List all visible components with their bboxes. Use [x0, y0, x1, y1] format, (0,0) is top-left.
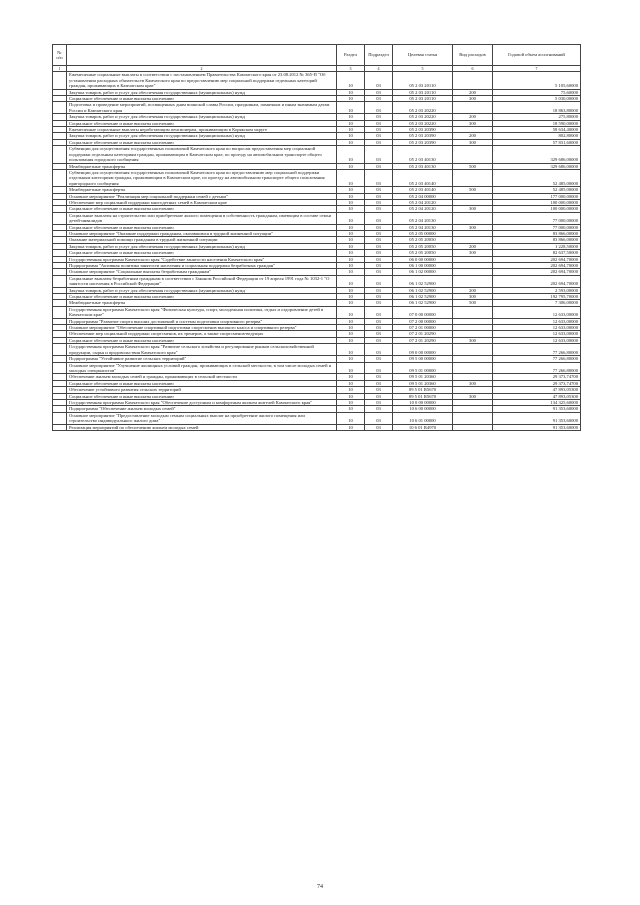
cell-number [53, 344, 67, 356]
cell-razdel: 10 [337, 356, 365, 362]
cell-razdel: 10 [337, 114, 365, 120]
cell-expense-type: 500 [453, 300, 493, 306]
cell-number [53, 424, 67, 430]
cell-allocation: 47 893,05300 [493, 393, 581, 399]
cell-expense-type [453, 212, 493, 224]
cell-allocation: 77 000,00000 [493, 212, 581, 224]
cell-name: Основное мероприятие "Оказание поддержки гражданам, оказавшимся в трудной жизненной ситуации" [67, 230, 337, 236]
cell-target-article: 09 0 00 00000 [393, 344, 453, 356]
cell-allocation: 2 593,00000 [493, 287, 581, 293]
cell-target-article: 09 5 01 R5670 [393, 387, 453, 393]
header-target-article: Целевая статья [393, 45, 453, 66]
cell-name: Государственная программа Камчатского края "Содействие занятости населения Камчатского края" [67, 256, 337, 262]
page-number: 74 [317, 884, 323, 890]
cell-expense-type: 300 [453, 96, 493, 102]
cell-podrazdel: 03 [365, 424, 393, 430]
cell-allocation: 177 000,00000 [493, 193, 581, 199]
cell-podrazdel: 03 [365, 318, 393, 324]
cell-podrazdel: 03 [365, 269, 393, 275]
cell-number [53, 306, 67, 318]
cell-allocation: 202 694,70000 [493, 275, 581, 287]
cell-name: Социальное обеспечение и иные выплаты населению [67, 337, 337, 343]
cell-target-article: 07 2 01 00000 [393, 325, 453, 331]
cell-allocation: 134 325,60000 [493, 399, 581, 405]
cell-podrazdel: 03 [365, 337, 393, 343]
table-row [53, 412, 581, 424]
cell-target-article: 09 5 00 00000 [393, 356, 453, 362]
cell-number [53, 362, 67, 374]
cell-podrazdel: 03 [365, 102, 393, 114]
cell-allocation: 77 266,80000 [493, 344, 581, 356]
cell-name: Ежемесячные социальные выплаты неработающим пенсионерам, проживающим в Корякском округе [67, 127, 337, 133]
cell-name: Субвенции для осуществления государственных полномочий Камчатского края по предоставлению мер социальной поддержки отдельным категориям граждан, проживающим в Камчатском крае, по проезду на автомобильном транспорте общего пользования пригородного сообщения [67, 169, 337, 186]
cell-razdel: 10 [337, 399, 365, 405]
cell-podrazdel: 03 [365, 146, 393, 163]
cell-razdel: 10 [337, 424, 365, 430]
cell-podrazdel: 03 [365, 412, 393, 424]
cell-target-article: 07 2 00 00000 [393, 318, 453, 324]
cell-allocation: 18 590,00000 [493, 120, 581, 126]
cell-target-article: 06 1 02 52900 [393, 300, 453, 306]
cell-razdel: 10 [337, 250, 365, 256]
cell-razdel: 10 [337, 212, 365, 224]
cell-expense-type [453, 412, 493, 424]
cell-name: Обеспечение мер социальной поддержки спортсменов, их тренеров, а также спортсменов-ведущих [67, 331, 337, 337]
cell-name: Закупка товаров, работ и услуг для обеспечения государственных (муниципальных) нужд [67, 133, 337, 139]
cell-expense-type: 200 [453, 287, 493, 293]
cell-podrazdel: 03 [365, 199, 393, 205]
cell-target-article: 05 2 03 20110 [393, 89, 453, 95]
cell-allocation: 91 353,60000 [493, 424, 581, 430]
cell-name: Социальные выплаты безработным гражданам в соответствии с Законом Российской Федерации от 19 апреля 1991 года № 1032-1 "О занятости населения в Российской Федерации" [67, 275, 337, 287]
cell-expense-type [453, 146, 493, 163]
cell-expense-type: 500 [453, 187, 493, 193]
cell-target-article: 05 2 05 20050 [393, 243, 453, 249]
cell-podrazdel: 03 [365, 237, 393, 243]
table-row [53, 306, 581, 318]
cell-target-article: 06 1 02 52900 [393, 294, 453, 300]
cell-podrazdel: 03 [365, 224, 393, 230]
cell-name: Основное мероприятие "Обеспечение спортивной подготовки спортсменов высокого класса и спортивного резерва" [67, 325, 337, 331]
cell-podrazdel: 03 [365, 399, 393, 405]
cell-razdel: 10 [337, 146, 365, 163]
cell-name: Подпрограмма "Устойчивое развитие сельских территорий" [67, 356, 337, 362]
header-razdel: Раздел [337, 45, 365, 66]
cell-name: Межбюджетные трансферты [67, 187, 337, 193]
cell-name: Социальное обеспечение и иные выплаты населению [67, 294, 337, 300]
cell-allocation: 12 633,00000 [493, 306, 581, 318]
column-number: 1 [53, 66, 67, 72]
cell-name: Социальные выплаты на строительство или приобретение жилого помещения в собственность гражданам, имеющим в составе семьи детей-инвалидов [67, 212, 337, 224]
cell-expense-type [453, 275, 493, 287]
cell-allocation: 29 373,74700 [493, 380, 581, 386]
cell-podrazdel: 03 [365, 163, 393, 169]
cell-razdel: 10 [337, 206, 365, 212]
cell-name: Социальное обеспечение и иные выплаты населению [67, 224, 337, 230]
cell-target-article: 05 2 04 20120 [393, 206, 453, 212]
cell-razdel: 10 [337, 163, 365, 169]
cell-razdel: 10 [337, 325, 365, 331]
cell-razdel: 10 [337, 300, 365, 306]
cell-expense-type: 300 [453, 337, 493, 343]
cell-allocation: 12 633,00000 [493, 318, 581, 324]
cell-name: Государственная программа Камчатского края "Физическая культура, спорт, молодежная политика, отдых и оздоровление детей в Камчатском крае" [67, 306, 337, 318]
cell-target-article: 05 2 03 40130 [393, 146, 453, 163]
cell-allocation: 802,80000 [493, 133, 581, 139]
cell-podrazdel: 03 [365, 206, 393, 212]
cell-target-article: 09 5 01 20360 [393, 380, 453, 386]
cell-target-article: 10 6 01 00000 [393, 412, 453, 424]
cell-allocation: 47 893,05300 [493, 387, 581, 393]
cell-razdel: 10 [337, 72, 365, 89]
cell-allocation: 29 373,74700 [493, 374, 581, 380]
cell-name: Социальное обеспечение и иные выплаты населению [67, 206, 337, 212]
cell-razdel: 10 [337, 380, 365, 386]
cell-target-article: 05 2 03 20110 [393, 96, 453, 102]
cell-target-article: 10 6 01 R4970 [393, 424, 453, 430]
cell-name: Оказание материальной помощи гражданам в трудной жизненной ситуации [67, 237, 337, 243]
cell-target-article: 05 2 03 40140 [393, 187, 453, 193]
cell-target-article: 09 5 01 20360 [393, 374, 453, 380]
cell-expense-type: 200 [453, 89, 493, 95]
cell-expense-type: 200 [453, 114, 493, 120]
cell-podrazdel: 03 [365, 331, 393, 337]
cell-target-article: 10 0 00 00000 [393, 399, 453, 405]
table-row [53, 146, 581, 163]
cell-podrazdel: 03 [365, 96, 393, 102]
cell-razdel: 10 [337, 275, 365, 287]
cell-razdel: 10 [337, 96, 365, 102]
table-row [53, 275, 581, 287]
cell-target-article: 05 2 05 20050 [393, 237, 453, 243]
cell-podrazdel: 03 [365, 256, 393, 262]
cell-podrazdel: 03 [365, 212, 393, 224]
cell-target-article: 06 1 02 52900 [393, 287, 453, 293]
cell-allocation: 275,80000 [493, 114, 581, 120]
cell-expense-type: 200 [453, 133, 493, 139]
cell-razdel: 10 [337, 263, 365, 269]
cell-expense-type: 300 [453, 380, 493, 386]
cell-target-article: 07 2 01 20290 [393, 331, 453, 337]
cell-target-article: 07 0 00 00000 [393, 306, 453, 318]
cell-allocation: 5 030,00000 [493, 96, 581, 102]
cell-podrazdel: 03 [365, 406, 393, 412]
cell-podrazdel: 03 [365, 120, 393, 126]
cell-number [53, 412, 67, 424]
cell-expense-type: 300 [453, 393, 493, 399]
cell-expense-type [453, 306, 493, 318]
header-allocation: Годовой объем ассигнований [493, 45, 581, 66]
header-number: № п/п [53, 45, 67, 66]
cell-target-article: 06 1 02 52900 [393, 275, 453, 287]
cell-razdel: 10 [337, 243, 365, 249]
cell-allocation: 5 105,60000 [493, 72, 581, 89]
cell-razdel: 10 [337, 102, 365, 114]
cell-allocation: 12 633,00000 [493, 325, 581, 331]
cell-name: Основное мероприятие "Предоставление молодым семьям социальных выплат на приобретение жилого помещения или строительство индивидуального жилого дома" [67, 412, 337, 424]
cell-podrazdel: 03 [365, 114, 393, 120]
column-number: 5 [393, 66, 453, 72]
cell-allocation: 91 353,60000 [493, 412, 581, 424]
cell-podrazdel: 03 [365, 380, 393, 386]
cell-target-article: 10 6 00 00000 [393, 406, 453, 412]
cell-target-article: 05 2 03 40130 [393, 163, 453, 169]
cell-target-article: 05 2 05 20050 [393, 250, 453, 256]
cell-expense-type: 300 [453, 294, 493, 300]
cell-razdel: 10 [337, 269, 365, 275]
cell-podrazdel: 03 [365, 263, 393, 269]
cell-name: Обеспечение устойчивого развития сельских территорий [67, 387, 337, 393]
cell-allocation: 1 228,50000 [493, 243, 581, 249]
table-row [53, 169, 581, 186]
cell-podrazdel: 03 [365, 362, 393, 374]
cell-expense-type [453, 344, 493, 356]
cell-podrazdel: 03 [365, 325, 393, 331]
table-header-row [53, 45, 581, 66]
cell-podrazdel: 03 [365, 306, 393, 318]
cell-expense-type: 500 [453, 163, 493, 169]
cell-name: Межбюджетные трансферты [67, 163, 337, 169]
cell-razdel: 10 [337, 362, 365, 374]
cell-expense-type: 300 [453, 206, 493, 212]
cell-number [53, 275, 67, 287]
cell-razdel: 10 [337, 387, 365, 393]
cell-razdel: 10 [337, 230, 365, 236]
cell-name: Обеспечение мер социальной поддержки многодетных семей в Камчатском крае [67, 199, 337, 205]
cell-allocation: 329 686,00000 [493, 163, 581, 169]
cell-name: Основное мероприятие "Улучшение жилищных условий граждан, проживающих в сельской местности, в том числе молодых семей и молодых специалистов" [67, 362, 337, 374]
cell-target-article: 05 2 03 20220 [393, 120, 453, 126]
cell-podrazdel: 03 [365, 250, 393, 256]
cell-expense-type: 300 [453, 120, 493, 126]
cell-number [53, 72, 67, 89]
cell-allocation: 75,60000 [493, 89, 581, 95]
cell-number [53, 212, 67, 224]
cell-podrazdel: 03 [365, 300, 393, 306]
cell-razdel: 10 [337, 294, 365, 300]
cell-allocation: 202 694,70000 [493, 256, 581, 262]
cell-podrazdel: 03 [365, 393, 393, 399]
cell-name: Закупка товаров, работ и услуг для обеспечения государственных (муниципальных) нужд [67, 287, 337, 293]
cell-target-article: 09 5 01 R5670 [393, 393, 453, 399]
cell-target-article: 05 2 03 20390 [393, 127, 453, 133]
cell-target-article: 05 2 04 20130 [393, 212, 453, 224]
cell-allocation: 57 831,60000 [493, 139, 581, 145]
cell-razdel: 10 [337, 344, 365, 356]
cell-target-article: 09 5 01 00000 [393, 362, 453, 374]
cell-expense-type: 300 [453, 139, 493, 145]
budget-table-sheet [52, 44, 580, 431]
cell-podrazdel: 03 [365, 275, 393, 287]
cell-target-article: 05 2 03 20390 [393, 139, 453, 145]
cell-name: Социальное обеспечение и иные выплаты населению [67, 393, 337, 399]
cell-expense-type: 300 [453, 250, 493, 256]
cell-name: Ежемесячные социальные выплаты в соответствии с постановлением Правительства Камчатского края от 23.08.2012 № 365-П "Об установлении расходных обязательств Камчатского края по предоставлению мер социальной поддержки отдельных категорий граждан, проживающих в Камчатском крае" [67, 72, 337, 89]
cell-target-article: 05 2 03 20390 [393, 133, 453, 139]
cell-allocation: 202 694,70000 [493, 269, 581, 275]
cell-allocation: 12 633,00000 [493, 331, 581, 337]
cell-name: Подготовка и проведение мероприятий, посвященных дням воинской славы России, праздникам, памятным и иным значимым датам России и Камчатского края [67, 102, 337, 114]
cell-razdel: 10 [337, 331, 365, 337]
cell-podrazdel: 03 [365, 72, 393, 89]
cell-name: Подпрограмма "Активная политика занятости населения и социальная поддержка безработных граждан" [67, 263, 337, 269]
cell-name: Подпрограмма "Обеспечение жильем молодых семей" [67, 406, 337, 412]
cell-name: Основное мероприятие "Социальные выплаты безработным гражданам" [67, 269, 337, 275]
table-body [53, 72, 581, 431]
column-number: 3 [337, 66, 365, 72]
cell-razdel: 10 [337, 306, 365, 318]
cell-name: Реализация мероприятий по обеспечению жильем молодых семей [67, 424, 337, 430]
column-number: 6 [453, 66, 493, 72]
cell-allocation: 100 000,00000 [493, 206, 581, 212]
cell-expense-type [453, 424, 493, 430]
cell-name: Закупка товаров, работ и услуг для обеспечения государственных (муниципальных) нужд [67, 89, 337, 95]
budget-table [52, 44, 581, 431]
cell-razdel: 10 [337, 406, 365, 412]
cell-podrazdel: 03 [365, 89, 393, 95]
cell-podrazdel: 03 [365, 294, 393, 300]
cell-allocation: 77 000,00000 [493, 224, 581, 230]
cell-podrazdel: 03 [365, 230, 393, 236]
cell-target-article: 06 1 00 00000 [393, 263, 453, 269]
cell-target-article: 05 2 03 20220 [393, 102, 453, 114]
cell-razdel: 10 [337, 224, 365, 230]
cell-podrazdel: 03 [365, 387, 393, 393]
cell-target-article: 05 2 03 20220 [393, 114, 453, 120]
cell-name: Социальное обеспечение и иные выплаты населению [67, 380, 337, 386]
cell-razdel: 10 [337, 127, 365, 133]
cell-number [53, 169, 67, 186]
cell-allocation: 18 863,80000 [493, 102, 581, 114]
cell-razdel: 10 [337, 89, 365, 95]
cell-name: Закупка товаров, работ и услуг для обеспечения государственных (муниципальных) нужд [67, 243, 337, 249]
table-row [53, 344, 581, 356]
column-number: 7 [493, 66, 581, 72]
table-row [53, 424, 581, 430]
cell-number [53, 146, 67, 163]
cell-podrazdel: 03 [365, 187, 393, 193]
cell-name: Государственная программа Камчатского края "Обеспечение доступным и комфортным жильем жителей Камчатского края" [67, 399, 337, 405]
cell-target-article: 06 1 02 00000 [393, 269, 453, 275]
cell-razdel: 10 [337, 199, 365, 205]
cell-podrazdel: 03 [365, 344, 393, 356]
cell-number [53, 102, 67, 114]
cell-podrazdel: 03 [365, 133, 393, 139]
cell-target-article: 05 2 04 20130 [393, 224, 453, 230]
table-row [53, 212, 581, 224]
cell-razdel: 10 [337, 237, 365, 243]
cell-razdel: 10 [337, 256, 365, 262]
cell-podrazdel: 03 [365, 127, 393, 133]
cell-razdel: 10 [337, 337, 365, 343]
cell-razdel: 10 [337, 169, 365, 186]
cell-allocation: 77 266,80000 [493, 362, 581, 374]
cell-razdel: 10 [337, 318, 365, 324]
cell-allocation: 100 000,00000 [493, 199, 581, 205]
cell-podrazdel: 03 [365, 169, 393, 186]
cell-expense-type [453, 102, 493, 114]
cell-razdel: 10 [337, 193, 365, 199]
cell-allocation: 7 306,00000 [493, 300, 581, 306]
cell-target-article: 05 2 04 00000 [393, 193, 453, 199]
cell-name: Обеспечение жильем молодых семей и граждан, проживающих в сельской местности [67, 374, 337, 380]
cell-name: Социальное обеспечение и иные выплаты населению [67, 120, 337, 126]
cell-allocation: 52 485,00000 [493, 169, 581, 186]
cell-podrazdel: 03 [365, 356, 393, 362]
cell-expense-type [453, 169, 493, 186]
cell-allocation: 83 866,00000 [493, 230, 581, 236]
cell-name: Субвенции для осуществления государственных полномочий Камчатского края по вопросам предоставления мер социальной поддержки отдельным категориям граждан, проживающим в Камчатском крае, по проезду на автомобильном транспорте общего пользования городского сообщения [67, 146, 337, 163]
cell-allocation: 83 866,00000 [493, 237, 581, 243]
cell-name: Социальное обеспечение и иные выплаты населению [67, 139, 337, 145]
table-row [53, 72, 581, 89]
cell-name: Подпрограмма "Развитие спорта высших достижений и системы подготовки спортивного резерва" [67, 318, 337, 324]
cell-allocation: 192 795,70000 [493, 294, 581, 300]
cell-podrazdel: 03 [365, 374, 393, 380]
column-number: 2 [67, 66, 337, 72]
cell-name: Межбюджетные трансферты [67, 300, 337, 306]
cell-allocation: 82 637,50000 [493, 250, 581, 256]
cell-target-article: 05 2 03 20110 [393, 72, 453, 89]
cell-podrazdel: 03 [365, 287, 393, 293]
cell-razdel: 10 [337, 374, 365, 380]
cell-razdel: 10 [337, 120, 365, 126]
cell-target-article: 07 2 01 20290 [393, 337, 453, 343]
header-expense-type: Вид расходов [453, 45, 493, 66]
header-podrazdel: Подраздел [365, 45, 393, 66]
cell-razdel: 10 [337, 393, 365, 399]
cell-name: Социальное обеспечение и иные выплаты населению [67, 250, 337, 256]
cell-expense-type: 300 [453, 224, 493, 230]
cell-allocation: 91 353,60000 [493, 406, 581, 412]
cell-expense-type: 200 [453, 243, 493, 249]
cell-podrazdel: 03 [365, 139, 393, 145]
cell-allocation: 202 694,70000 [493, 263, 581, 269]
cell-razdel: 10 [337, 187, 365, 193]
cell-target-article: 05 2 03 40140 [393, 169, 453, 186]
cell-name: Социальное обеспечение и иные выплаты населению [67, 96, 337, 102]
cell-podrazdel: 03 [365, 243, 393, 249]
cell-target-article: 06 0 00 00000 [393, 256, 453, 262]
cell-allocation: 77 266,80000 [493, 356, 581, 362]
table-row [53, 102, 581, 114]
cell-razdel: 10 [337, 287, 365, 293]
cell-expense-type [453, 72, 493, 89]
column-number: 4 [365, 66, 393, 72]
cell-allocation: 329 686,00000 [493, 146, 581, 163]
cell-target-article: 05 2 04 20120 [393, 199, 453, 205]
table-row [53, 362, 581, 374]
cell-razdel: 10 [337, 139, 365, 145]
cell-razdel: 10 [337, 412, 365, 424]
cell-allocation: 12 633,00000 [493, 337, 581, 343]
cell-name: Закупка товаров, работ и услуг для обеспечения государственных (муниципальных) нужд [67, 114, 337, 120]
cell-name: Основное мероприятие "Реализация мер социальной поддержки семей с детьми" [67, 193, 337, 199]
cell-name: Государственная программа Камчатского края "Развитие сельского хозяйства и регулирование рынков сельскохозяйственной продукции, сырья и продовольствия Камчатского края" [67, 344, 337, 356]
cell-target-article: 05 2 05 00000 [393, 230, 453, 236]
cell-podrazdel: 03 [365, 193, 393, 199]
cell-allocation: 52 485,00000 [493, 187, 581, 193]
cell-expense-type [453, 362, 493, 374]
header-name [67, 45, 337, 66]
cell-allocation: 58 634,40000 [493, 127, 581, 133]
cell-razdel: 10 [337, 133, 365, 139]
